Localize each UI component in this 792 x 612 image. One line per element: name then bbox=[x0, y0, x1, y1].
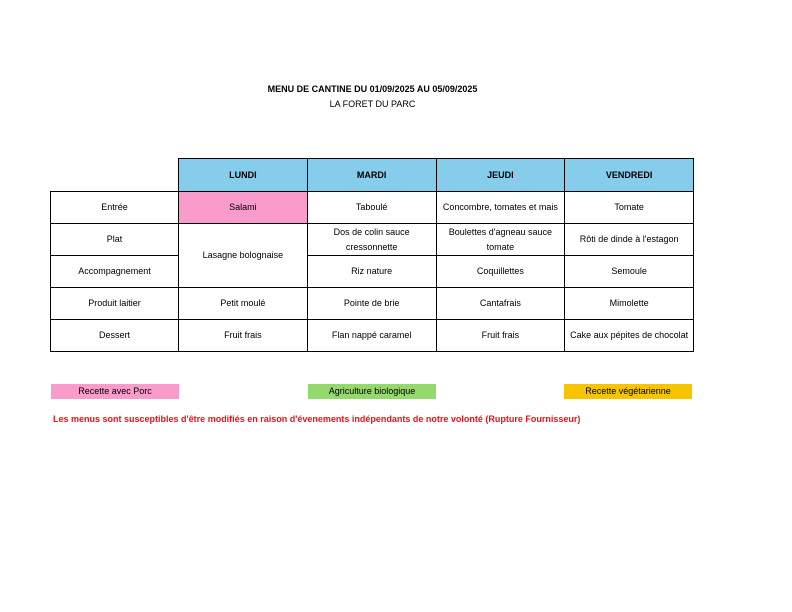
table-row-plat bbox=[51, 224, 694, 256]
cell-laitier-mardi: Pointe de brie bbox=[307, 288, 436, 320]
school-name: LA FORET DU PARC bbox=[329, 99, 416, 109]
cell-accompagnement-jeudi: Coquillettes bbox=[436, 256, 565, 288]
row-label-dessert: Dessert bbox=[51, 320, 179, 352]
cell-accompagnement-vendredi: Semoule bbox=[565, 256, 694, 288]
cell-plat-jeudi: Boulettes d'agneau sauce tomate bbox=[436, 224, 565, 256]
table-row-accompagnement bbox=[51, 256, 694, 288]
table-row-entree bbox=[51, 192, 694, 224]
cell-entree-lundi: Salami bbox=[179, 192, 308, 224]
cell-dessert-vendredi: Cake aux pépites de chocolat bbox=[565, 320, 694, 352]
cell-plat-accompagnement-lundi: Lasagne bolognaise bbox=[179, 224, 308, 288]
row-label-produit-laitier: Produit laitier bbox=[51, 288, 179, 320]
header-mardi: MARDI bbox=[307, 159, 436, 192]
table-header-row bbox=[51, 159, 694, 192]
header-vendredi: VENDREDI bbox=[565, 159, 694, 192]
cell-laitier-lundi: Petit moulé bbox=[179, 288, 308, 320]
table-row-dessert bbox=[51, 320, 694, 352]
header-jeudi: JEUDI bbox=[436, 159, 565, 192]
menu-title: MENU DE CANTINE DU 01/09/2025 AU 05/09/2025 bbox=[267, 84, 478, 94]
header-corner-cell bbox=[51, 159, 179, 192]
cell-laitier-vendredi: Mimolette bbox=[565, 288, 694, 320]
cell-entree-mardi: Taboulé bbox=[307, 192, 436, 224]
menu-change-notice: Les menus sont susceptibles d'être modifiés en raison d'évenements indépendants de notre volonté (Rupture Fournisseur) bbox=[53, 414, 581, 424]
row-label-entree: Entrée bbox=[51, 192, 179, 224]
cell-dessert-mardi: Flan nappé caramel bbox=[307, 320, 436, 352]
cell-accompagnement-mardi: Riz nature bbox=[307, 256, 436, 288]
legend-vegetarian: Recette végétarienne bbox=[564, 384, 692, 399]
cell-entree-jeudi: Concombre, tomates et mais bbox=[436, 192, 565, 224]
cell-entree-vendredi: Tomate bbox=[565, 192, 694, 224]
cell-dessert-lundi: Fruit frais bbox=[179, 320, 308, 352]
menu-table bbox=[50, 158, 694, 352]
cell-plat-vendredi: Rôti de dinde à l'estagon bbox=[565, 224, 694, 256]
legend-organic: Agriculture biologique bbox=[308, 384, 436, 399]
cell-dessert-jeudi: Fruit frais bbox=[436, 320, 565, 352]
row-label-accompagnement: Accompagnement bbox=[51, 256, 179, 288]
cell-plat-mardi: Dos de colin sauce cressonnette bbox=[307, 224, 436, 256]
table-row-produit-laitier bbox=[51, 288, 694, 320]
header-lundi: LUNDI bbox=[179, 159, 308, 192]
cell-laitier-jeudi: Cantafrais bbox=[436, 288, 565, 320]
legend-pork: Recette avec Porc bbox=[51, 384, 179, 399]
row-label-plat: Plat bbox=[51, 224, 179, 256]
